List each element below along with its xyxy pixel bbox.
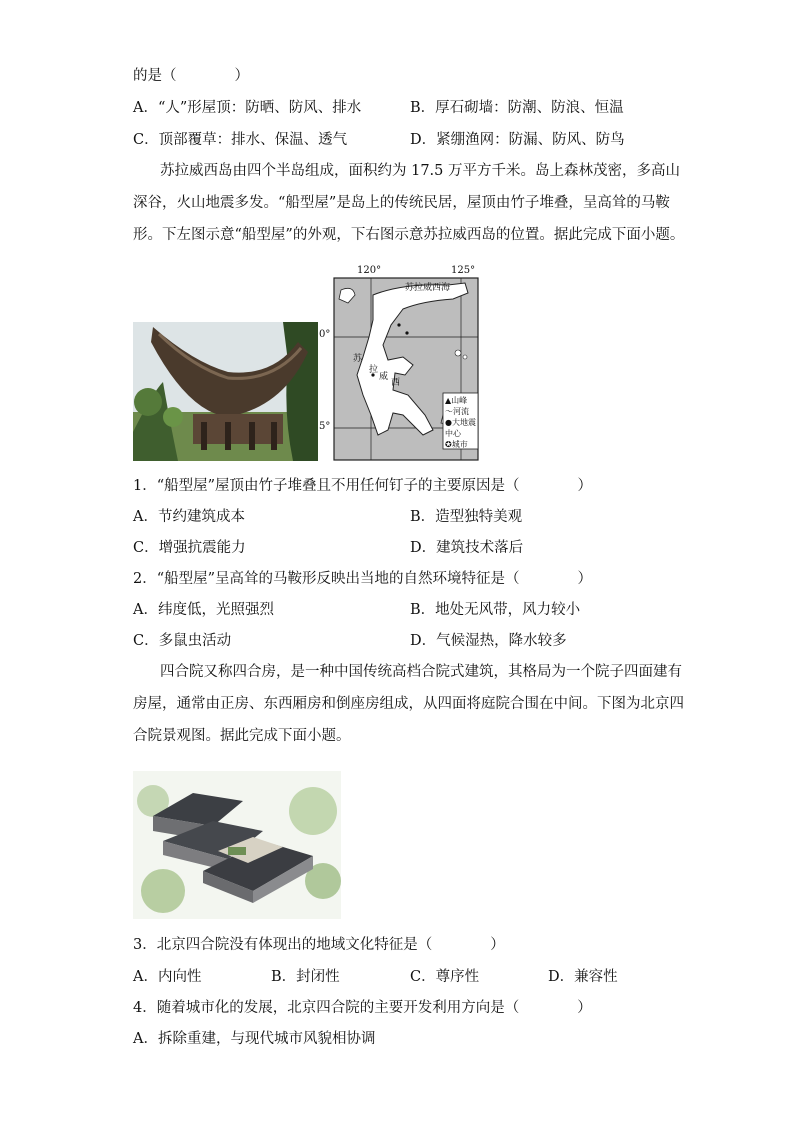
passage2-line-1: 四合院又称四合房，是一种中国传统高档合院式建筑，其格局为一个院子四面建有 — [160, 664, 682, 680]
question-2-stem: 2．“船型屋”呈高耸的马鞍形反映出当地的自然环境特征是（ ） — [133, 571, 593, 587]
option-c[interactable]: C．顶部覆草：排水、保温、透气 — [133, 132, 348, 148]
q2-option-c[interactable]: C．多鼠虫活动 — [133, 633, 232, 649]
legend-quake: ●大地震中心 — [445, 418, 476, 438]
boat-house-photo — [133, 322, 318, 461]
place-label-la: 拉 — [369, 365, 379, 375]
place-label-su: 苏 — [353, 354, 363, 364]
q2-option-b[interactable]: B．地处无风带，风力较小 — [410, 602, 581, 618]
lat-label-0: 0° — [319, 329, 331, 340]
passage2-line-2: 房屋，通常由正房、东西厢房和倒座房组成，从四面将庭院合围在中间。下图为北京四 — [133, 696, 684, 712]
q3-option-b[interactable]: B．封闭性 — [271, 969, 340, 985]
option-d[interactable]: D．紧绷渔网：防漏、防风、防鸟 — [410, 132, 625, 148]
lat-label-5: 5° — [319, 421, 331, 432]
q3-option-a[interactable]: A．内向性 — [133, 969, 202, 985]
lon-label-125: 125° — [451, 265, 476, 276]
legend-peak: ▲山峰 — [445, 396, 468, 405]
passage1-line-3: 形。下左图示意“船型屋”的外观，下右图示意苏拉威西岛的位置。据此完成下面小题。 — [133, 227, 685, 243]
passage2-line-3: 合院景观图。据此完成下面小题。 — [133, 728, 351, 744]
passage1-line-2: 深谷，火山地震多发。“船型屋”是岛上的传统民居，屋顶由竹子堆叠，呈高耸的马鞍 — [133, 195, 670, 211]
place-label-wei: 威 — [379, 372, 389, 382]
question-stem-tail: 的是（ ） — [133, 68, 249, 84]
question-1-stem: 1．“船型屋”屋顶由竹子堆叠且不用任何钉子的主要原因是（ ） — [133, 478, 593, 494]
q3-option-c[interactable]: C．尊序性 — [410, 969, 480, 985]
siheyuan-image — [133, 771, 341, 919]
q3-option-d[interactable]: D．兼容性 — [548, 969, 618, 985]
option-a[interactable]: A．“人”形屋顶：防晒、防风、排水 — [133, 100, 362, 116]
option-b[interactable]: B．厚石砌墙：防潮、防浪、恒温 — [410, 100, 624, 116]
q1-option-d[interactable]: D．建筑技术落后 — [410, 540, 524, 556]
q1-option-b[interactable]: B．造型独特美观 — [410, 509, 523, 525]
question-4-stem: 4．随着城市化的发展，北京四合院的主要开发利用方向是（ ） — [133, 1000, 592, 1016]
q1-option-c[interactable]: C．增强抗震能力 — [133, 540, 246, 556]
question-3-stem: 3．北京四合院没有体现出的地域文化特征是（ ） — [133, 937, 505, 953]
lon-label-120: 120° — [357, 265, 382, 276]
legend-city: ✪城市 — [445, 440, 468, 449]
q2-option-a[interactable]: A．纬度低，光照强烈 — [133, 602, 274, 618]
legend-river: 〜河流 — [445, 407, 469, 416]
sea-label: 苏拉威西海 — [405, 283, 451, 293]
passage1-line-1: 苏拉威西岛由四个半岛组成，面积约为 17.5 万平方千米。岛上森林茂密，多高山 — [160, 163, 681, 179]
sulawesi-map — [319, 265, 479, 461]
place-label-xi: 西 — [391, 378, 401, 388]
q1-option-a[interactable]: A．节约建筑成本 — [133, 509, 245, 525]
q4-option-a[interactable]: A．拆除重建，与现代城市风貌相协调 — [133, 1031, 376, 1047]
q2-option-d[interactable]: D．气候湿热，降水较多 — [410, 633, 567, 649]
